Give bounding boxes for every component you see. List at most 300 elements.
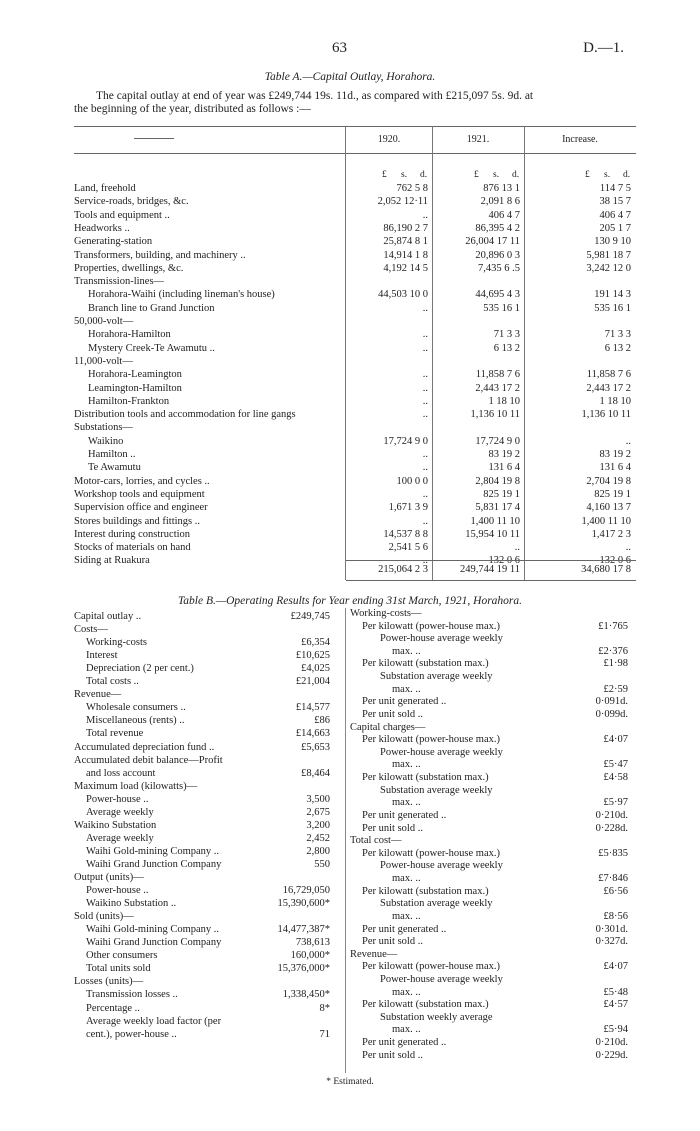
page-number: 63 <box>332 40 347 56</box>
operating-row <box>350 608 628 621</box>
operating-row <box>350 671 628 684</box>
value-1920: .. <box>422 382 428 394</box>
value-increase: 71 3 3 <box>604 329 631 341</box>
row-value: 71 <box>319 1028 330 1040</box>
row-label: Power-house average weekly <box>380 973 503 985</box>
row-value: £4·07 <box>603 734 628 746</box>
row-value: 16,729,050 <box>282 885 330 897</box>
table-row <box>74 342 636 355</box>
row-label: Per kilowatt (power-house max.) <box>362 734 501 746</box>
row-label: Distribution tools and accommodation for line gangs <box>74 409 296 421</box>
row-label: Motor-cars, lorries, and cycles .. <box>74 475 210 487</box>
row-label: Wholesale consumers .. <box>86 702 186 714</box>
row-label: Per unit generated .. <box>362 696 447 708</box>
column-header-1920: 1920. <box>377 134 401 145</box>
row-label: Per unit sold .. <box>362 936 423 948</box>
operating-row <box>350 974 628 987</box>
row-label: Other consumers <box>86 950 158 962</box>
row-label: Substations— <box>74 422 133 434</box>
unit-label: d. <box>512 170 520 180</box>
operating-row <box>350 658 628 671</box>
table-row <box>74 288 636 301</box>
row-label: Stores buildings and fittings .. <box>74 515 200 527</box>
row-label: max. .. <box>392 1024 421 1036</box>
value-1921: 131 6 4 <box>488 462 520 474</box>
row-label: Accumulated depreciation fund .. <box>74 741 215 753</box>
operating-row <box>74 898 330 911</box>
row-label: Substation average weekly <box>380 784 493 796</box>
header-dash <box>134 138 174 139</box>
table-row <box>74 315 636 328</box>
value-increase: 38 15 7 <box>599 196 631 208</box>
row-value: £6,354 <box>301 637 330 649</box>
row-label: Waikino Substation .. <box>86 898 177 910</box>
table-bottom-rule <box>346 580 636 581</box>
value-1921: .. <box>514 542 520 554</box>
operating-row <box>350 1012 628 1025</box>
row-label: Per unit generated .. <box>362 923 447 935</box>
row-label: Working-costs— <box>350 608 422 619</box>
row-label: Land, freehold <box>74 183 136 194</box>
operating-row <box>350 621 628 634</box>
operating-row <box>74 1003 330 1016</box>
value-increase: 83 19 2 <box>599 449 631 460</box>
operating-row <box>350 936 628 949</box>
table-row <box>74 235 636 248</box>
table-a-intro <box>74 90 634 116</box>
row-label: Properties, dwellings, &c. <box>74 262 184 274</box>
row-label: Costs— <box>74 624 108 636</box>
row-label: Headworks .. <box>74 222 130 234</box>
value-increase: 11,858 7 6 <box>586 369 631 381</box>
operating-row <box>74 624 330 637</box>
table-top-rule <box>74 126 636 127</box>
row-value: £5,653 <box>301 741 330 753</box>
operating-row <box>350 1037 628 1050</box>
value-1920: 762 5 8 <box>396 183 428 194</box>
row-label: Branch line to Grand Junction <box>88 302 215 314</box>
row-label: Transformers, building, and machinery .. <box>74 249 246 261</box>
row-value: 2,675 <box>306 806 330 818</box>
value-increase: 4,160 13 7 <box>586 502 631 514</box>
row-label: Supervision office and engineer <box>74 502 208 514</box>
row-label: Working-costs <box>86 637 147 649</box>
row-label: Substation average weekly <box>380 671 493 683</box>
operating-row <box>350 734 628 747</box>
row-value: £10,625 <box>295 650 330 662</box>
row-label: Service-roads, bridges, &c. <box>74 196 189 208</box>
row-label: Waihi Gold-mining Company .. <box>86 924 220 936</box>
value-1920: 25,874 8 1 <box>383 236 428 248</box>
row-label: Interest during construction <box>74 528 191 540</box>
value-increase: 130 9 10 <box>594 236 631 248</box>
value-1920: .. <box>422 409 428 421</box>
row-value: £1·765 <box>598 620 628 632</box>
row-value: 0·091d. <box>595 696 628 708</box>
value-1920: 2,052 12·11 <box>377 196 428 208</box>
value-1921: 83 19 2 <box>488 449 520 460</box>
row-value: 3,200 <box>306 819 330 831</box>
unit-label: £ <box>585 170 590 180</box>
row-label: Horahora-Leamington <box>88 369 182 381</box>
operating-row <box>74 846 330 859</box>
table-row <box>74 368 636 381</box>
operating-row <box>74 768 330 781</box>
value-1920: .. <box>422 395 428 407</box>
row-value: £2·376 <box>598 645 628 657</box>
intro-line-2: the beginning of the year, distributed as follows :— <box>74 103 311 115</box>
column-header-1921: 1921. <box>466 134 490 145</box>
row-label: Per kilowatt (substation max.) <box>362 772 489 784</box>
value-increase: 132 0 6 <box>599 555 631 567</box>
table-row <box>74 249 636 262</box>
row-label: Horahora-Waihi (including lineman's house) <box>88 289 275 301</box>
row-value: 1,338,450* <box>282 989 330 1001</box>
row-label: Waihi Grand Junction Company <box>86 858 222 870</box>
operating-row <box>74 663 330 676</box>
total-1921: 249,744 19 11 <box>460 564 520 575</box>
row-label: Per unit generated .. <box>362 809 447 821</box>
value-1921: 86,395 4 2 <box>475 222 520 234</box>
totals-row <box>74 563 636 576</box>
row-label: Interest <box>86 650 118 662</box>
row-label: Per kilowatt (power-house max.) <box>362 620 501 632</box>
operating-row <box>350 961 628 974</box>
operating-row <box>350 810 628 823</box>
table-b-title: Table B.—Operating Results for Year ending 31st March, 1921, Horahora. <box>177 595 523 607</box>
value-increase: 191 14 3 <box>594 289 631 301</box>
operating-row <box>350 633 628 646</box>
value-1920: .. <box>422 462 428 474</box>
row-value: 0·327d. <box>595 936 628 948</box>
table-row <box>74 355 636 368</box>
value-1920: 14,914 1 8 <box>383 249 428 261</box>
totals-rule <box>346 560 636 561</box>
row-value: £5·47 <box>603 759 628 771</box>
value-1920: 86,190 2 7 <box>383 222 428 234</box>
row-value: £21,004 <box>295 676 330 688</box>
operating-row <box>74 611 330 624</box>
row-label: Substation average weekly <box>380 898 493 910</box>
row-label: max. .. <box>392 683 421 695</box>
row-label: Waikino Substation <box>74 819 157 831</box>
row-value: 3,500 <box>306 793 330 805</box>
value-1920: 14,537 8 8 <box>383 528 428 540</box>
row-value: £2·59 <box>603 683 628 695</box>
value-1921: 26,004 17 11 <box>465 236 520 248</box>
operating-row <box>74 689 330 702</box>
table-row <box>74 475 636 488</box>
operating-row <box>74 637 330 650</box>
row-value: 2,452 <box>306 832 330 844</box>
operating-row <box>74 989 330 1002</box>
value-1921: 17,724 9 0 <box>475 435 520 447</box>
row-value: £5·97 <box>603 797 628 809</box>
row-label: Power-house .. <box>86 793 149 805</box>
row-label: Siding at Ruakura <box>74 555 150 567</box>
operating-row <box>350 684 628 697</box>
row-label: Hamilton-Frankton <box>88 395 170 407</box>
value-increase: 1,400 11 10 <box>581 515 631 527</box>
value-1921: 1,136 10 11 <box>470 409 520 421</box>
table-row <box>74 421 636 434</box>
total-1920: 215,064 2 3 <box>378 564 428 575</box>
value-1920: .. <box>422 369 428 381</box>
row-label: Power-house average weekly <box>380 746 503 758</box>
value-increase: 114 7 5 <box>599 183 631 194</box>
operating-row <box>350 772 628 785</box>
value-1921: 1 18 10 <box>488 395 520 407</box>
operating-row <box>350 722 628 735</box>
value-1920: .. <box>422 209 428 221</box>
row-label: max. .. <box>392 797 421 809</box>
value-increase: 5,981 18 7 <box>586 249 631 261</box>
row-label: Capital outlay .. <box>74 611 142 622</box>
value-1920: 1,671 3 9 <box>388 502 428 514</box>
value-1921: 406 4 7 <box>488 209 520 221</box>
header-rule <box>74 153 636 154</box>
table-row <box>74 541 636 554</box>
row-label: Te Awamutu <box>88 462 141 474</box>
value-1921: 71 3 3 <box>493 329 520 341</box>
operating-row <box>350 999 628 1012</box>
table-row <box>74 448 636 461</box>
value-1920: 17,724 9 0 <box>383 435 428 447</box>
row-label: Substation weekly average <box>380 1011 493 1023</box>
row-label: Per kilowatt (substation max.) <box>362 999 489 1011</box>
unit-label: £ <box>474 170 479 180</box>
table-row <box>74 275 636 288</box>
value-1920: .. <box>422 488 428 500</box>
operating-row <box>74 950 330 963</box>
row-value: £86 <box>314 715 330 727</box>
operating-row <box>74 833 330 846</box>
operating-row <box>350 646 628 659</box>
value-1920: .. <box>422 515 428 527</box>
operating-row <box>74 676 330 689</box>
row-label: Workshop tools and equipment <box>74 488 205 500</box>
row-value: £4,025 <box>301 663 330 675</box>
table-row <box>74 209 636 222</box>
row-label: Per unit sold .. <box>362 708 423 720</box>
row-value: 0·210d. <box>595 1037 628 1049</box>
row-label: Losses (units)— <box>74 976 144 988</box>
row-value: £6·56 <box>603 885 628 897</box>
row-label: Power-house average weekly <box>380 633 503 645</box>
table-row <box>74 382 636 395</box>
row-value: £7·846 <box>598 873 628 885</box>
operating-row <box>74 859 330 872</box>
row-label: max. .. <box>392 986 421 998</box>
value-1921: 1,400 11 10 <box>470 515 520 527</box>
value-1921: 20,896 0 3 <box>475 249 520 261</box>
row-value: £5·94 <box>603 1024 628 1036</box>
operating-row <box>74 963 330 976</box>
row-value: 14,477,387* <box>277 924 330 936</box>
operating-row <box>74 820 330 833</box>
operating-row <box>74 807 330 820</box>
operating-row <box>350 1024 628 1037</box>
document-reference: D.—1. <box>583 40 624 56</box>
table-row <box>74 182 636 195</box>
table-row <box>74 195 636 208</box>
operating-row <box>350 886 628 899</box>
table-row <box>74 328 636 341</box>
row-label: Total revenue <box>86 728 144 740</box>
value-1921: 825 19 1 <box>483 488 520 500</box>
row-label: max. .. <box>392 759 421 771</box>
row-label: Total cost— <box>350 835 402 847</box>
value-1921: 7,435 6 .5 <box>478 262 520 274</box>
value-increase: 2,704 19 8 <box>586 475 631 487</box>
value-1921: 6 13 2 <box>493 342 520 354</box>
operating-row <box>74 924 330 937</box>
row-value: 0·210d. <box>595 809 628 821</box>
value-increase: 3,242 12 0 <box>586 262 631 274</box>
row-value: £14,663 <box>295 728 330 740</box>
row-label: Revenue— <box>74 689 122 701</box>
value-1921: 2,804 19 8 <box>475 475 520 487</box>
row-value: 0·229d. <box>595 1049 628 1061</box>
operating-row <box>350 797 628 810</box>
value-1921: 535 16 1 <box>483 302 520 314</box>
row-label: Maximum load (kilowatts)— <box>74 780 198 792</box>
row-label: Capital charges— <box>350 721 426 733</box>
unit-label: £ <box>382 170 387 180</box>
operating-row <box>74 794 330 807</box>
row-value: 738,613 <box>295 937 330 949</box>
operating-row <box>350 898 628 911</box>
table-b-divider <box>345 608 346 1073</box>
value-increase: 131 6 4 <box>599 462 631 474</box>
unit-label: d. <box>623 170 631 180</box>
value-1920: 44,503 10 0 <box>378 289 428 301</box>
row-value: £5·835 <box>598 847 628 859</box>
row-label: max. .. <box>392 910 421 922</box>
table-row <box>74 222 636 235</box>
value-1921: 44,695 4 3 <box>475 289 520 301</box>
row-label: Average weekly <box>86 832 154 844</box>
row-label: Per kilowatt (substation max.) <box>362 658 489 670</box>
row-label: Mystery Creek-Te Awamutu .. <box>88 342 215 354</box>
value-increase: 825 19 1 <box>594 488 631 500</box>
row-label: Per kilowatt (power-house max.) <box>362 961 501 973</box>
row-label: Generating-station <box>74 236 153 248</box>
table-row <box>74 262 636 275</box>
operating-row <box>74 1029 330 1042</box>
row-label: Waikino <box>88 435 124 447</box>
table-row <box>74 501 636 514</box>
row-value: £5·48 <box>603 986 628 998</box>
row-label: Per unit sold .. <box>362 1049 423 1061</box>
row-value: 550 <box>314 858 330 870</box>
unit-label: s. <box>493 170 500 180</box>
value-1920: .. <box>422 342 428 354</box>
row-label: Tools and equipment .. <box>74 209 170 221</box>
row-label: Power-house average weekly <box>380 860 503 872</box>
operating-row <box>350 848 628 861</box>
table-row <box>74 461 636 474</box>
row-label: Per kilowatt (power-house max.) <box>362 847 501 859</box>
value-1920: 100 0 0 <box>396 475 428 487</box>
row-label: Output (units)— <box>74 872 144 883</box>
row-value: £4·58 <box>603 772 628 784</box>
operating-row <box>74 781 330 794</box>
row-label: Waihi Gold-mining Company .. <box>86 845 220 857</box>
unit-label: s. <box>604 170 611 180</box>
value-increase: 1,417 2 3 <box>591 528 631 540</box>
value-increase: 535 16 1 <box>594 302 631 314</box>
row-label: 50,000-volt— <box>74 316 134 327</box>
row-label: Percentage .. <box>86 1002 140 1014</box>
row-label: Waihi Grand Junction Company <box>86 937 222 949</box>
row-value: 0·301d. <box>595 923 628 935</box>
table-row <box>74 395 636 408</box>
operating-row <box>74 872 330 885</box>
row-value: £4·57 <box>603 999 628 1011</box>
unit-label: d. <box>420 170 428 180</box>
row-value: £1·98 <box>603 658 628 670</box>
value-increase: .. <box>625 542 631 554</box>
row-value: 8* <box>319 1002 330 1014</box>
value-1921: 15,954 10 11 <box>465 528 520 540</box>
row-label: Total costs .. <box>86 676 139 688</box>
row-value: 2,800 <box>306 845 330 857</box>
row-value: 15,376,000* <box>277 963 330 975</box>
value-increase: 406 4 7 <box>599 209 631 221</box>
column-header-increase: Increase. <box>562 134 598 145</box>
operating-row <box>350 873 628 886</box>
value-increase: 6 13 2 <box>604 342 631 354</box>
row-label: Horahora-Hamilton <box>88 329 171 341</box>
row-label: and loss account <box>86 767 156 779</box>
operating-row <box>350 924 628 937</box>
value-1920: .. <box>422 302 428 314</box>
row-label: Total units sold <box>86 963 151 975</box>
operating-row <box>74 755 330 768</box>
row-label: Per unit sold .. <box>362 822 423 834</box>
value-1920: .. <box>422 555 428 567</box>
operating-row <box>350 987 628 1000</box>
operating-row <box>350 759 628 772</box>
value-1921: 5,831 17 4 <box>475 502 520 514</box>
row-label: Per unit generated .. <box>362 1037 447 1049</box>
operating-row <box>74 702 330 715</box>
row-value: £8·56 <box>603 910 628 922</box>
value-1921: 11,858 7 6 <box>475 369 520 381</box>
value-1920: 2,541 5 6 <box>388 542 428 554</box>
table-row <box>74 302 636 315</box>
row-value: £249,745 <box>290 611 330 622</box>
operating-row <box>74 885 330 898</box>
row-label: Transmission losses .. <box>86 989 178 1001</box>
value-1920: .. <box>422 329 428 341</box>
row-label: Revenue— <box>350 948 398 960</box>
value-1921: 876 13 1 <box>483 183 520 194</box>
operating-row <box>350 860 628 873</box>
operating-row <box>74 1016 330 1029</box>
operating-row <box>350 1050 628 1063</box>
table-row <box>74 408 636 421</box>
operating-row <box>74 976 330 989</box>
operating-row <box>350 911 628 924</box>
row-label: Transmission-lines— <box>74 276 165 288</box>
intro-line-1: The capital outlay at end of year was £249,744 19s. 11d., as compared with £215,097 5s. 9d. at <box>96 90 534 102</box>
row-label: Depreciation (2 per cent.) <box>86 663 194 675</box>
value-increase: 2,443 17 2 <box>586 382 631 394</box>
table-row <box>74 435 636 448</box>
row-label: Miscellaneous (rents) .. <box>86 715 185 727</box>
